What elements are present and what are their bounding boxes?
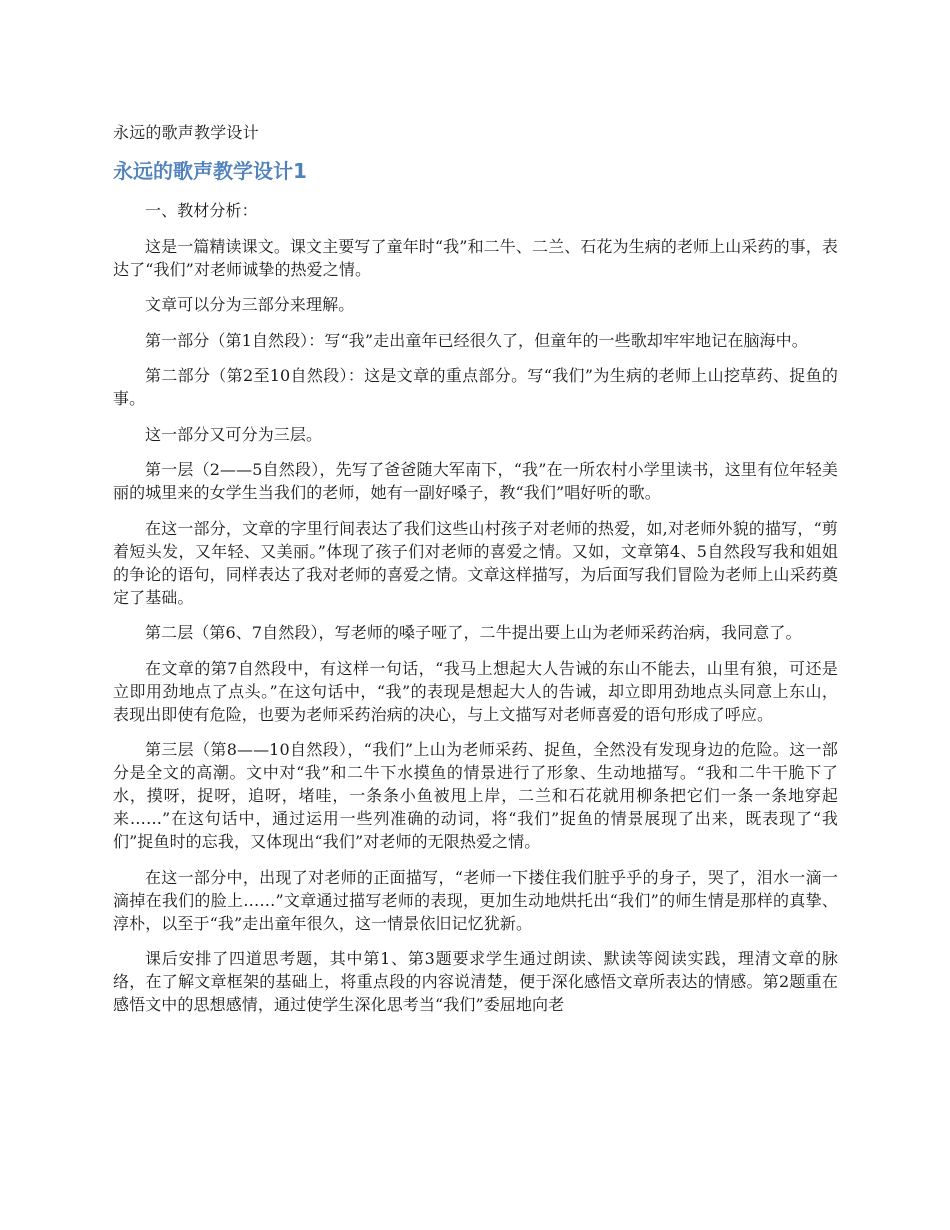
document-body (113, 121, 838, 1029)
paragraph-three-layers: 这一部分又可分为三层。 (145, 424, 323, 444)
section-heading: 永远的歌声教学设计1 (113, 159, 307, 183)
paragraph-layer-two-analysis: 在文章的第7自然段中，有这样一句话，“我马上想起大人告诫的东山不能去，山里有狼，可还是立即用劲地点了点头。”在这句话中，“我”的表现是想起大人的告诫，却立即用劲地点头同意上东山，表现出即使有危险，也要为老师采药治病的决心，与上文描写对老师喜爱的语句形成了呼应。 (113, 658, 838, 724)
paragraph-part-two: 第二部分（第2至10自然段）：这是文章的重点部分。写“我们”为生病的老师上山挖草药、捉鱼的事。 (113, 366, 838, 408)
paragraph-structure: 文章可以分为三部分来理解。 (145, 295, 355, 314)
paragraph-layer-three: 第三层（第8——10自然段），“我们”上山为老师采药、捉鱼，全然没有发现身边的危险。这一部分是全文的高潮。文中对“我”和二牛下水摸鱼的情景进行了形象、生动地描写。“我和二牛干脆下了水，摸呀，捉呀，追呀，堵哇，一条条小鱼被甩上岸，二兰和石花就用柳条把它们一条一条地穿起来……”在这句话中，通过运用一些列准确的动词，将“我们”捉鱼的情景展现了出来，既表现了“我们”捉鱼时的忘我，又体现出“我们”对老师的无限热爱之情。 (113, 740, 838, 851)
paragraph-exercises: 课后安排了四道思考题，其中第1、第3题要求学生通过朗读、默读等阅读实践，理清文章的脉络，在了解文章框架的基础上，将重点段的内容说清楚，便于深化感悟文章所表达的情感。第2题重在感悟文中的思想感情，通过使学生深化思考当“我们”委屈地向老 (113, 949, 838, 1014)
document-title: 永远的歌声教学设计 (113, 123, 259, 142)
paragraph-textbook-analysis-heading: 一、教材分析： (145, 201, 258, 220)
paragraph-layer-one: 第一层（2——5自然段），先写了爸爸随大军南下，“我”在一所农村小学里读书，这里有位年轻美丽的城里来的女学生当我们的老师，她有一副好嗓子，教“我们”唱好听的歌。 (113, 460, 838, 502)
paragraph-intro: 这是一篇精读课文。课文主要写了童年时“我”和二牛、二兰、石花为生病的老师上山采药的事，表达了“我们”对老师诚挚的热爱之情。 (113, 236, 838, 279)
paragraph-part-one: 第一部分（第1自然段）：写“我”走出童年已经很久了，但童年的一些歌却牢牢地记在脑海中。 (145, 330, 808, 350)
paragraph-layer-three-analysis: 在这一部分中，出现了对老师的正面描写，“老师一下搂住我们脏乎乎的身子，哭了，泪水一滴一滴掉在我们的脸上……”文章通过描写老师的表现，更加生动地烘托出“我们”的师生情是那样的真挚、淳朴，以至于“我”走出童年很久，这一情景依旧记忆犹新。 (113, 867, 838, 933)
paragraph-layer-two: 第二层（第6、7自然段），写老师的嗓子哑了，二牛提出要上山为老师采药治病，我同意了。 (145, 623, 802, 642)
paragraph-layer-one-analysis: 在这一部分，文章的字里行间表达了我们这些山村孩子对老师的热爱，如,对老师外貌的描写，“剪着短头发，又年轻、又美丽。”体现了孩子们对老师的喜爱之情。又如，文章第4、5自然段写我和姐姐的争论的语句，同样表达了我对老师的喜爱之情。文章这样描写，为后面写我们冒险为老师上山采药奠定了基础。 (113, 518, 838, 607)
